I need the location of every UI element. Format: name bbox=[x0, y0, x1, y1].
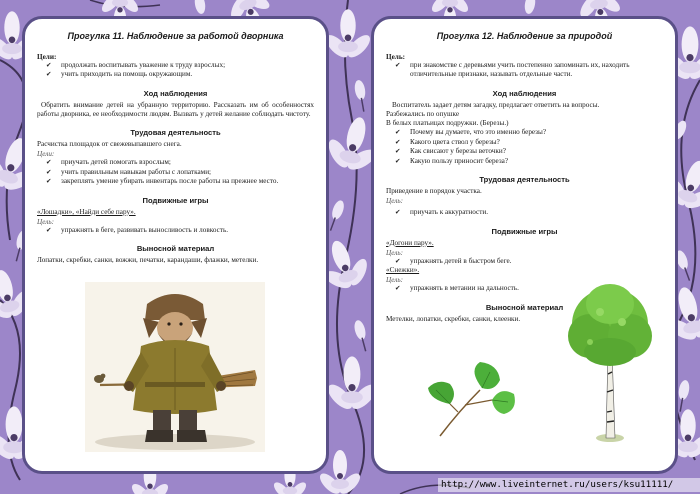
game-2-goal-item: ✔ упражнять в метании на дальность. bbox=[386, 284, 663, 293]
labor-text: Расчистка площадок от свежевыпавшего снега. bbox=[37, 140, 182, 149]
material-text: Метелки, лопатки, скребки, санки, клеенки. bbox=[386, 314, 521, 323]
labor-goal-item: ✔ учить правильным навыкам работы с лопатками; bbox=[37, 168, 314, 177]
goal-item: ✔ продолжать воспитывать уважение к труду взрослых; bbox=[37, 61, 314, 70]
labor-goal-label: Цель: bbox=[386, 197, 403, 206]
card-title: Прогулка 11. Наблюдение за работой дворника bbox=[67, 31, 284, 41]
card-title: Прогулка 12. Наблюдение за природой bbox=[436, 31, 613, 41]
labor-goal-item: ✔ приучать к аккуратности. bbox=[386, 208, 663, 217]
goal-item: ✔ учить приходить на помощь окружающим. bbox=[37, 70, 314, 79]
game-1-goal-label: Цель: bbox=[386, 248, 403, 257]
games-goal-label: Цель: bbox=[37, 217, 54, 226]
game-1-goal-item: ✔ упражнять детей в быстром беге. bbox=[386, 257, 663, 266]
game-1: «Догони пару». bbox=[386, 238, 434, 247]
games-heading: Подвижные игры bbox=[491, 226, 558, 236]
question-item: ✔ Почему вы думаете, что это именно березы? bbox=[386, 128, 663, 137]
labor-heading: Трудовая деятельность bbox=[479, 175, 570, 185]
birch-tree-illustration bbox=[560, 282, 660, 444]
watermark-url: http://www.liveinternet.ru/users/ksu11111/ bbox=[438, 478, 700, 492]
game-2-goal-label: Цель: bbox=[386, 276, 403, 285]
material-heading: Выносной материал bbox=[485, 302, 564, 312]
labor-heading: Трудовая деятельность bbox=[130, 128, 221, 138]
riddle-line: В белых платьицах подружки. (Березы.) bbox=[386, 119, 509, 128]
question-item: ✔ Как свисают у березы веточки? bbox=[386, 147, 663, 156]
labor-text: Приведение в порядок участка. bbox=[386, 187, 482, 196]
material-text: Лопатки, скребки, санки, вожжи, печатки, карандаши, флажки, метелки. bbox=[37, 256, 259, 265]
question-item: ✔ Какого цвета ствол у березы? bbox=[386, 138, 663, 147]
labor-goal-item: ✔ приучать детей помогать взрослым; bbox=[37, 158, 314, 167]
game-2: «Снежки». bbox=[386, 266, 420, 275]
goal-item: ✔ при знакомстве с деревьями учить постепенно запоминать их, находить отличительные признаки, называть отдельные части. bbox=[386, 61, 663, 80]
games-goal-item: ✔ упражнять в беге, развивать выносливость и ловкость. bbox=[37, 226, 314, 235]
observation-line: Воспитатель задает детям загадку, предлагает ответить на вопросы. bbox=[392, 100, 600, 109]
material-heading: Выносной материал bbox=[136, 244, 215, 254]
labor-goals-label: Цели: bbox=[37, 150, 55, 159]
labor-goal-item: ✔ закреплять умение убирать инвентарь после работы на прежнее место. bbox=[37, 177, 314, 186]
goal-label: Цель: bbox=[386, 53, 406, 61]
games-text: «Лошадки», «Найди себе пару». bbox=[37, 207, 136, 216]
observation-text: Обратить внимание детей на убранную территорию. Рассказать им об особенностях работы дворника, ее необходимости людям. Вызвать у детей желание соблюдать чистоту. bbox=[37, 100, 314, 119]
goals-label: Цели: bbox=[37, 53, 57, 61]
question-item: ✔ Какую пользу приносит береза? bbox=[386, 157, 663, 166]
observation-heading: Ход наблюдения bbox=[492, 88, 557, 98]
observation-heading: Ход наблюдения bbox=[143, 88, 208, 98]
riddle-line: Разбежались по опушке bbox=[386, 110, 460, 119]
birch-leaves-illustration bbox=[420, 360, 520, 440]
games-heading: Подвижные игры bbox=[142, 195, 209, 205]
janitor-illustration bbox=[85, 282, 265, 452]
